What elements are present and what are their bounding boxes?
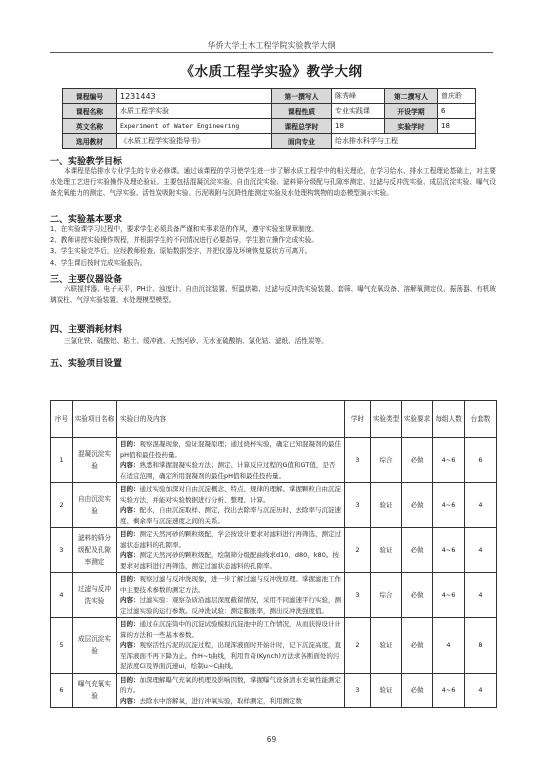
info-row xyxy=(63,104,476,119)
row-no: 6 xyxy=(51,673,73,708)
row-requirement: 必做 xyxy=(402,438,433,483)
header-goal: 实验目的及内容 xyxy=(117,401,345,438)
goal-text: 观察过滤与反冲洗现象，进一步了解过滤与反冲洗原理。掌握滤池工作中主要技术参数的测定方法。 xyxy=(120,575,341,594)
row-no: 3 xyxy=(51,528,73,573)
page-number: 69 xyxy=(266,735,277,744)
row-goal xyxy=(117,618,345,674)
section-title-objectives: 一、实验教学目标 xyxy=(50,157,123,167)
table-header-row xyxy=(51,401,497,438)
header-type: 实验类型 xyxy=(371,401,402,438)
course-nature-label: 课程性质 xyxy=(272,104,332,119)
header-requirement: 实验要求 xyxy=(402,401,433,438)
english-name: Experiment of Water Engineering xyxy=(117,119,272,134)
row-goal xyxy=(117,483,345,528)
total-hours-label: 课程总学时 xyxy=(272,119,332,134)
header-group-size: 每组人数 xyxy=(433,401,465,438)
first-author: 陈秀峰 xyxy=(332,89,385,104)
row-hours: 3 xyxy=(345,573,371,618)
table-row xyxy=(51,618,497,674)
row-group-size: 4~6 xyxy=(433,438,465,483)
row-no: 2 xyxy=(51,483,73,528)
header-name: 实验项目名称 xyxy=(73,401,117,438)
content-text: 测定天然河砂的颗粒级配，绘制筛分级配曲线求d10、d80、k80。按要求对滤料进行再筛选，测定过滤状态滤料的孔隙率。 xyxy=(120,551,339,570)
course-nature: 专业实践课 xyxy=(332,104,385,119)
info-row xyxy=(63,89,476,104)
content-text: 过滤实验：观察杂质沿滤层深度截留情况，采用不同滤速平行实验，测定过滤实验的运行参数。反冲洗试验：测定膨胀率，测出反冲洗强度值。 xyxy=(120,596,341,615)
requirement-item: 3、学生实验完毕后，应经教师检查、原始数据签字，并把仪器及环境恢复原状方可离开。 xyxy=(50,247,312,256)
goal-text: 通过实验加深对自由沉淀概念、特点、规律的理解。掌握颗粒自由沉淀实验方法，并能对实验数据进行分析、整理、计算。 xyxy=(120,485,341,504)
content-label: 内容： xyxy=(120,461,140,469)
table-row xyxy=(51,528,497,573)
section-title-experiments: 五、实验项目设置 xyxy=(50,359,123,369)
total-hours: 18 xyxy=(332,119,385,134)
objectives-text xyxy=(50,166,496,200)
document-title: 《水质工程学实验》教学大纲 xyxy=(180,64,363,80)
row-group-size: 4~6 xyxy=(433,483,465,528)
row-group-size: 4~6 xyxy=(433,573,465,618)
content-label: 内容： xyxy=(120,596,140,604)
row-name: 曝气充氧实验 xyxy=(73,673,117,708)
textbook-label: 选用教材 xyxy=(63,134,117,149)
row-sets: 4 xyxy=(465,673,497,708)
content-label: 内容： xyxy=(120,641,140,649)
row-goal xyxy=(117,528,345,573)
row-requirement: 必做 xyxy=(402,483,433,528)
row-name: 过滤与反冲洗实验 xyxy=(73,573,117,618)
row-no: 5 xyxy=(51,618,73,674)
header-rule xyxy=(50,52,493,53)
row-name: 成层沉淀实验 xyxy=(73,618,117,674)
goal-label: 目的： xyxy=(120,620,140,628)
row-type: 综合 xyxy=(371,438,402,483)
english-name-label: 英文名称 xyxy=(63,119,117,134)
row-sets: 4 xyxy=(465,483,497,528)
row-name: 滤料的筛分级配及孔隙率测定 xyxy=(73,528,117,573)
content-text: 配水，自由沉淀取样、测定，找出去除率与沉淀历时、去除率与沉淀速度、剩余率与沉淀速度之间的关系。 xyxy=(120,506,341,525)
semester: 6 xyxy=(438,104,476,119)
textbook: 《水质工程学实验指导书》 xyxy=(117,134,272,149)
row-requirement: 必做 xyxy=(402,618,433,674)
goal-label: 目的： xyxy=(120,530,140,538)
row-group-size: 4~6 xyxy=(433,673,465,708)
row-type: 验证 xyxy=(371,618,402,674)
running-header: 华侨大学土木工程学院实验教学大纲 xyxy=(207,41,336,50)
row-group-size: 4 xyxy=(433,618,465,674)
header-hours: 学时 xyxy=(345,401,371,438)
goal-text: 加深理解曝气充氧的机理及影响因数，掌握曝气设备清水充氧性能测定的方。 xyxy=(120,675,341,694)
goal-label: 目的： xyxy=(120,675,140,684)
goal-label: 目的： xyxy=(120,440,140,448)
requirements-list xyxy=(50,224,496,269)
equipment-paragraph: 六联搅拌器、电子天平，PH计、浊度计、自由沉淀装置、恒温烘箱、过滤与反冲洗实验装置、套筛、曝气充氧设备、溶解氧测定仪、振荡器、有机玻璃炭柱、气浮实验装置、水处理模型模型。 xyxy=(50,285,496,305)
goal-label: 目的： xyxy=(120,575,140,583)
experiment-table xyxy=(50,400,497,708)
section-title-requirements: 二、实验基本要求 xyxy=(50,215,123,225)
goal-text: 测定天然河砂的颗粒级配，学会按设计要求对滤料进行再筛选，测定过滤状态滤料的孔隙率。 xyxy=(120,530,341,549)
row-hours: 3 xyxy=(345,438,371,483)
first-author-label: 第一撰写人 xyxy=(272,89,332,104)
requirement-item: 2、教师讲授实验操作规程，并根据学生的不同情况进行必要指导，学生独立操作完成实验。 xyxy=(50,236,318,245)
row-goal xyxy=(117,438,345,483)
lab-hours: 18 xyxy=(438,119,476,134)
row-hours: 3 xyxy=(345,483,371,528)
table-row xyxy=(51,673,497,708)
content-text: 去除水中溶解氧，进行冲氧实验，取样测定，利用测定数 xyxy=(139,696,302,705)
row-hours: 3 xyxy=(345,673,371,708)
course-info-table xyxy=(62,88,476,149)
content-label: 内容： xyxy=(120,506,140,514)
row-type: 验证 xyxy=(371,673,402,708)
row-hours: 2 xyxy=(345,618,371,674)
section-title-equipment: 三、主要仪器设备 xyxy=(50,275,123,285)
content-text: 观察活性污泥的沉淀过程，出现浑液面时开始计时，记下沉淀高度，直至浑液面不再下降为止。作H~t曲线，利用肯奇(Kynch)方法求各断面处的污泥浓度Ci及界面沉速ui，绘制u~C曲线。 xyxy=(120,641,341,670)
course-code-label: 课程编号 xyxy=(63,89,117,104)
row-requirement: 必做 xyxy=(402,673,433,708)
section-title-materials: 四、主要消耗材料 xyxy=(50,325,123,335)
course-name-label: 课程名称 xyxy=(63,104,117,119)
table-row xyxy=(51,438,497,483)
row-no: 1 xyxy=(51,438,73,483)
content-label: 内容： xyxy=(120,696,140,705)
row-goal xyxy=(117,673,345,708)
table-row xyxy=(51,483,497,528)
major: 给水排水科学与工程 xyxy=(332,134,476,149)
course-name: 水质工程学实验 xyxy=(117,104,272,119)
second-author: 曾庆聆 xyxy=(438,89,476,104)
lab-hours-label: 实验学时 xyxy=(385,119,438,134)
header-sets: 台套数 xyxy=(465,401,497,438)
materials-paragraph: 三氯化铁、硫酸铝、粘土、缓冲液、天然河砂、无水亚硫酸钠、氯化钴、滤纸、活性炭等。 xyxy=(64,337,328,345)
row-name: 混凝沉淀实验 xyxy=(73,438,117,483)
row-no: 4 xyxy=(51,573,73,618)
row-type: 验证 xyxy=(371,528,402,573)
row-requirement: 必做 xyxy=(402,528,433,573)
goal-text: 通过在沉淀筒中的沉淀试验模拟沉淀池中的工作情况，从而获得设计计算的方法和一些基本参数。 xyxy=(120,620,341,639)
row-type: 综合 xyxy=(371,573,402,618)
row-sets: 8 xyxy=(465,618,497,674)
table-row xyxy=(51,573,497,618)
row-hours: 2 xyxy=(345,528,371,573)
row-sets: 4 xyxy=(465,528,497,573)
materials-text xyxy=(50,336,496,347)
content-text: 熟悉和掌握混凝实验方法；测定、计算反应过程的G值和GT值，是否在适宜范围，确定所用混凝剂的最佳pH值和最佳投药量。 xyxy=(120,461,336,480)
info-row xyxy=(63,119,476,134)
row-sets: 4 xyxy=(465,573,497,618)
row-goal xyxy=(117,573,345,618)
row-group-size: 4~6 xyxy=(433,528,465,573)
row-requirement: 必做 xyxy=(402,573,433,618)
requirement-item: 1、在实验课学习过程中，要求学生必须具备严谨和实事求是的作风，遵守实验室规章制度。 xyxy=(50,225,318,233)
course-code: 1231443 xyxy=(117,89,272,104)
requirement-item: 4、学生课后按时完成实验报告。 xyxy=(50,258,147,267)
major-label: 面向专业 xyxy=(272,134,332,149)
semester-label: 开设学期 xyxy=(385,104,438,119)
second-author-label: 第二撰写人 xyxy=(385,89,438,104)
content-label: 内容： xyxy=(120,551,140,559)
equipment-text xyxy=(50,284,496,306)
row-type: 验证 xyxy=(371,483,402,528)
info-row xyxy=(63,134,476,149)
row-sets: 6 xyxy=(465,438,497,483)
row-name: 自由沉淀实验 xyxy=(73,483,117,528)
header-no: 序号 xyxy=(51,401,73,438)
goal-text: 观察混凝现象，验证混凝原理；通过烧杯实验，确定已知混凝剂的最佳pH值和最佳投药量。 xyxy=(120,440,341,459)
goal-label: 目的： xyxy=(120,485,140,493)
objectives-paragraph: 本课程是给排水专业学生的专业必修课。通过该课程的学习使学生进一步了解水质工程学中的相关理论，在学习给水、排水工程理论基础上，对主要水处理工艺进行实验操作及理论验证。主要包括混凝沉淀实验、自由沉淀实验、滤料筛分级配与孔隙率测定、过滤与反冲洗实验、成层沉淀实验、曝气设备充氧能力的测定、气浮实验、活性炭吸附实验、污泥吸附与沉降性能测定实验及水处理构筑物的动态模型演示实验。 xyxy=(50,167,496,198)
